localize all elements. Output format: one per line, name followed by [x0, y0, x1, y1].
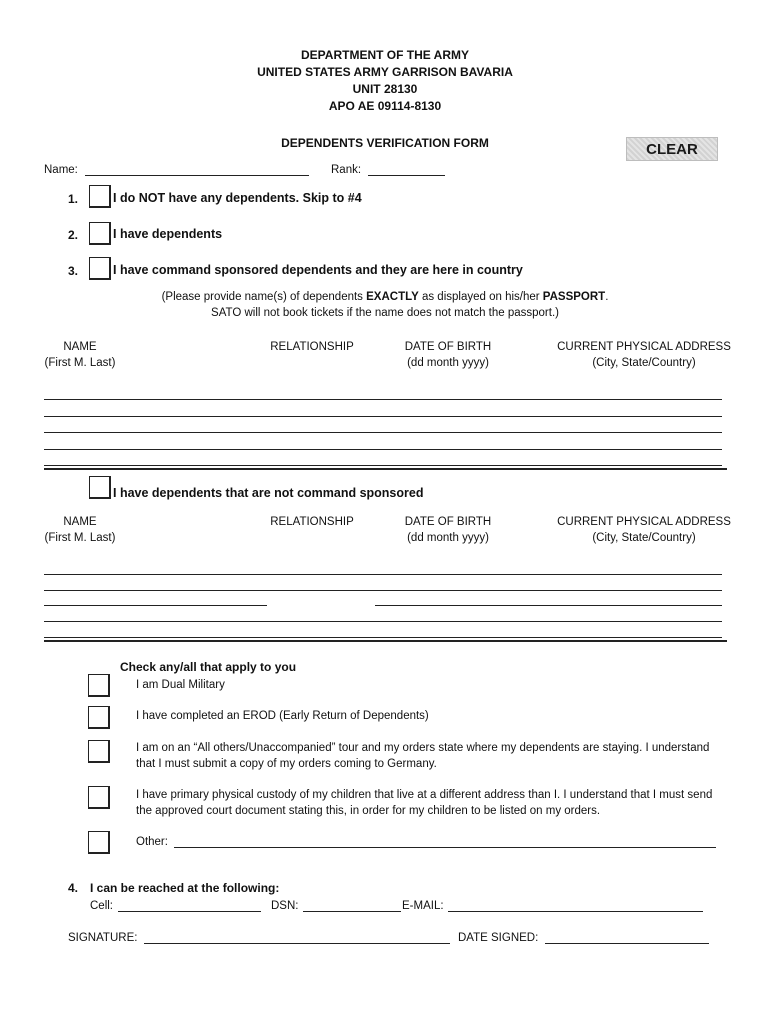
col-relationship-header-2: RELATIONSHIP: [270, 516, 354, 528]
clear-button[interactable]: CLEAR: [626, 137, 718, 161]
non-sponsored-entry-line-5[interactable]: [44, 637, 722, 638]
cell-input[interactable]: [118, 899, 261, 912]
passport-note: [0, 291, 770, 303]
col-address-sub-2: (City, State/Country): [592, 532, 696, 544]
dependent-entry-line-4[interactable]: [44, 449, 722, 450]
email-field-row: [402, 899, 703, 912]
custody-line-1: I have primary physical custody of my children that live at a different address than I. I understand that I must send: [136, 789, 713, 801]
dependent-entry-line-3[interactable]: [44, 432, 722, 433]
rank-input[interactable]: [368, 163, 445, 176]
other-field-row: [136, 835, 716, 848]
other-checkbox[interactable]: [88, 831, 110, 854]
col-dob-header-2: [388, 514, 508, 546]
col-address-header-2: [554, 514, 734, 546]
col-dob-label: DATE OF BIRTH: [404, 341, 492, 353]
unaccompanied-line-2: that I must submit a copy of my orders coming to Germany.: [136, 758, 437, 770]
dependent-entry-line-2[interactable]: [44, 416, 722, 417]
check-heading: Check any/all that apply to you: [120, 660, 297, 674]
note-exactly: EXACTLY: [366, 291, 419, 303]
custody-checkbox[interactable]: [88, 786, 110, 809]
item-2-checkbox[interactable]: [89, 222, 111, 245]
form-title: DEPENDENTS VERIFICATION FORM: [281, 136, 489, 150]
col-name-label-2: NAME: [63, 516, 97, 528]
custody-label: [136, 787, 726, 819]
col-name-sub-2: (First M. Last): [44, 532, 116, 544]
note-text-1: (Please provide name(s) of dependents: [161, 291, 367, 303]
erod-checkbox[interactable]: [88, 706, 110, 729]
other-input[interactable]: [174, 835, 716, 848]
note-text-2: as displayed on his/her: [418, 291, 543, 303]
col-address-label: CURRENT PHYSICAL ADDRESS: [557, 341, 731, 353]
dependent-entry-line-1[interactable]: [44, 399, 722, 400]
col-name-header-2: [30, 514, 130, 546]
non-sponsored-entry-line-1[interactable]: [44, 574, 722, 575]
other-label: Other:: [136, 836, 168, 848]
non-sponsored-entry-line-3a[interactable]: [44, 605, 267, 606]
col-dob-header: [388, 339, 508, 371]
dependent-entry-line-5[interactable]: [44, 465, 722, 466]
col-name-sub: (First M. Last): [44, 357, 116, 369]
item-2-label: I have dependents: [113, 227, 223, 241]
header-line-1: DEPARTMENT OF THE ARMY: [301, 48, 469, 62]
item-3-number: 3.: [68, 264, 79, 278]
contact-number: 4.: [68, 881, 79, 895]
non-sponsored-entry-line-3b[interactable]: [375, 605, 722, 606]
col-name-label: NAME: [63, 341, 97, 353]
dual-military-label: I am Dual Military: [136, 679, 225, 691]
passport-note-line-2: SATO will not book tickets if the name does not match the passport.): [211, 307, 559, 319]
email-input[interactable]: [448, 899, 703, 912]
col-dob-sub: (dd month yyyy): [407, 357, 489, 369]
col-address-header: [554, 339, 734, 371]
non-sponsored-entry-line-2[interactable]: [44, 590, 722, 591]
col-name-header: [30, 339, 130, 371]
date-signed-field-row: [458, 931, 709, 944]
dsn-field-row: [271, 899, 401, 912]
item-3-label: I have command sponsored dependents and they are here in country: [113, 263, 523, 277]
col-dob-label-2: DATE OF BIRTH: [404, 516, 492, 528]
item-1-number: 1.: [68, 192, 79, 206]
non-sponsored-checkbox[interactable]: [89, 476, 111, 499]
signature-label: SIGNATURE:: [68, 932, 138, 944]
cell-field-row: [90, 899, 261, 912]
date-signed-input[interactable]: [545, 931, 709, 944]
dsn-label: DSN:: [271, 900, 299, 912]
unaccompanied-checkbox[interactable]: [88, 740, 110, 763]
col-relationship-header: RELATIONSHIP: [270, 341, 354, 353]
header-line-4: APO AE 09114-8130: [328, 99, 442, 113]
non-sponsored-label: I have dependents that are not command sponsored: [113, 486, 424, 500]
name-input[interactable]: [85, 163, 309, 176]
contact-heading: I can be reached at the following:: [90, 881, 280, 895]
unaccompanied-line-1: I am on an “All others/Unaccompanied” tour and my orders state where my dependents are staying. I understand: [136, 742, 710, 754]
email-label: E-MAIL:: [402, 900, 444, 912]
erod-label: I have completed an EROD (Early Return of Dependents): [136, 710, 429, 722]
item-1-label: I do NOT have any dependents. Skip to #4: [113, 191, 362, 205]
section-divider-2: [44, 640, 727, 642]
section-divider: [44, 468, 727, 470]
header-line-3: UNIT 28130: [352, 82, 418, 96]
note-text-3: .: [605, 291, 609, 303]
custody-line-2: the approved court document stating this, in order for my children to be listed on my orders.: [136, 805, 601, 817]
signature-input[interactable]: [144, 931, 450, 944]
col-address-sub: (City, State/Country): [592, 357, 696, 369]
date-signed-label: DATE SIGNED:: [458, 932, 539, 944]
item-3-checkbox[interactable]: [89, 257, 111, 280]
name-field-row: [44, 163, 309, 176]
rank-label: Rank:: [331, 164, 362, 176]
item-2-number: 2.: [68, 228, 79, 242]
name-label: Name:: [44, 164, 78, 176]
cell-label: Cell:: [90, 900, 114, 912]
unaccompanied-label: [136, 740, 726, 772]
signature-field-row: [68, 931, 450, 944]
col-address-label-2: CURRENT PHYSICAL ADDRESS: [557, 516, 731, 528]
dual-military-checkbox[interactable]: [88, 674, 110, 697]
non-sponsored-entry-line-4[interactable]: [44, 621, 722, 622]
header-line-2: UNITED STATES ARMY GARRISON BAVARIA: [257, 65, 513, 79]
dsn-input[interactable]: [303, 899, 401, 912]
rank-field-row: [331, 163, 445, 176]
item-1-checkbox[interactable]: [89, 185, 111, 208]
col-dob-sub-2: (dd month yyyy): [407, 532, 489, 544]
note-passport: PASSPORT: [542, 291, 606, 303]
